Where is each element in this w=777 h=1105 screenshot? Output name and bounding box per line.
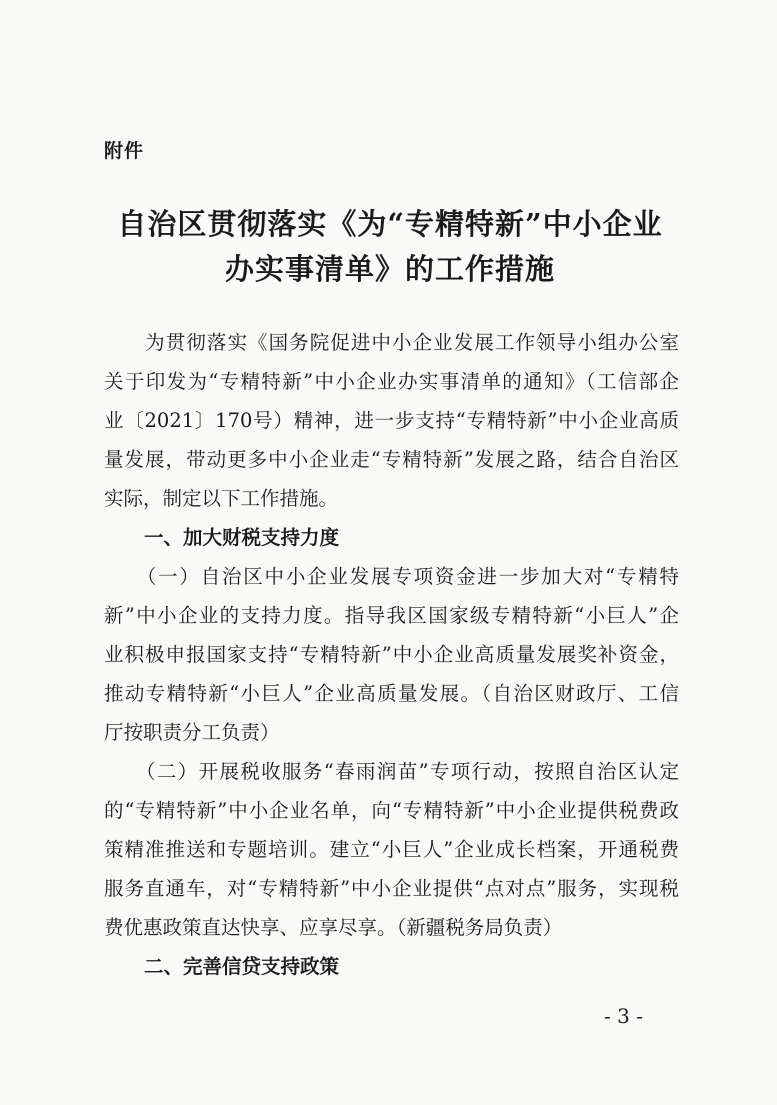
paragraph-line: 厅按职责分工负责）: [104, 721, 280, 744]
section-heading: 二、完善信贷支持政策: [144, 955, 340, 978]
paragraph-line: 服务直通车，对“专精特新”中小企业提供“点对点”服务，实现税: [104, 877, 679, 900]
paragraph-line: 业〔2021〕170号）精神，进一步支持“专精特新”中小企业高质: [104, 409, 679, 432]
page-number: - 3 -: [604, 1004, 643, 1028]
paragraph-line: 策精准推送和专题培训。建立“小巨人”企业成长档案，开通税费: [104, 838, 679, 861]
document-title-line-2: 办实事清单》的工作措施: [224, 252, 555, 286]
paragraph-line: 为贯彻落实《国务院促进中小企业发展工作领导小组办公室: [104, 331, 679, 354]
paragraph-line: 费优惠政策直达快享、应享尽享。（新疆税务局负责）: [104, 916, 563, 939]
paragraph-line: （二）开展税收服务“春雨润苗”专项行动，按照自治区认定: [104, 760, 679, 783]
section-heading: 一、加大财税支持力度: [144, 526, 340, 549]
attachment-label: 附件: [104, 140, 145, 162]
paragraph-line: 量发展，带动更多中小企业走“专精特新”发展之路，结合自治区: [104, 448, 679, 471]
paragraph-line: 关于印发为“专精特新”中小企业办实事清单的通知》（工信部企: [104, 370, 679, 393]
paragraph-line: 业积极申报国家支持“专精特新”中小企业高质量发展奖补资金，: [104, 643, 679, 666]
paragraph-line: 实际，制定以下工作措施。: [104, 487, 339, 510]
paragraph-line: 新”中小企业的支持力度。指导我区国家级专精特新“小巨人”企: [104, 604, 679, 627]
paragraph-line: （一）自治区中小企业发展专项资金进一步加大对“专精特: [104, 565, 679, 588]
paragraph-line: 的“专精特新”中小企业名单，向“专精特新”中小企业提供税费政: [104, 799, 679, 822]
document-title-line-1: 自治区贯彻落实《为“专精特新”中小企业: [117, 207, 663, 241]
paragraph-line: 推动专精特新“小巨人”企业高质量发展。（自治区财政厅、工信: [104, 682, 679, 705]
